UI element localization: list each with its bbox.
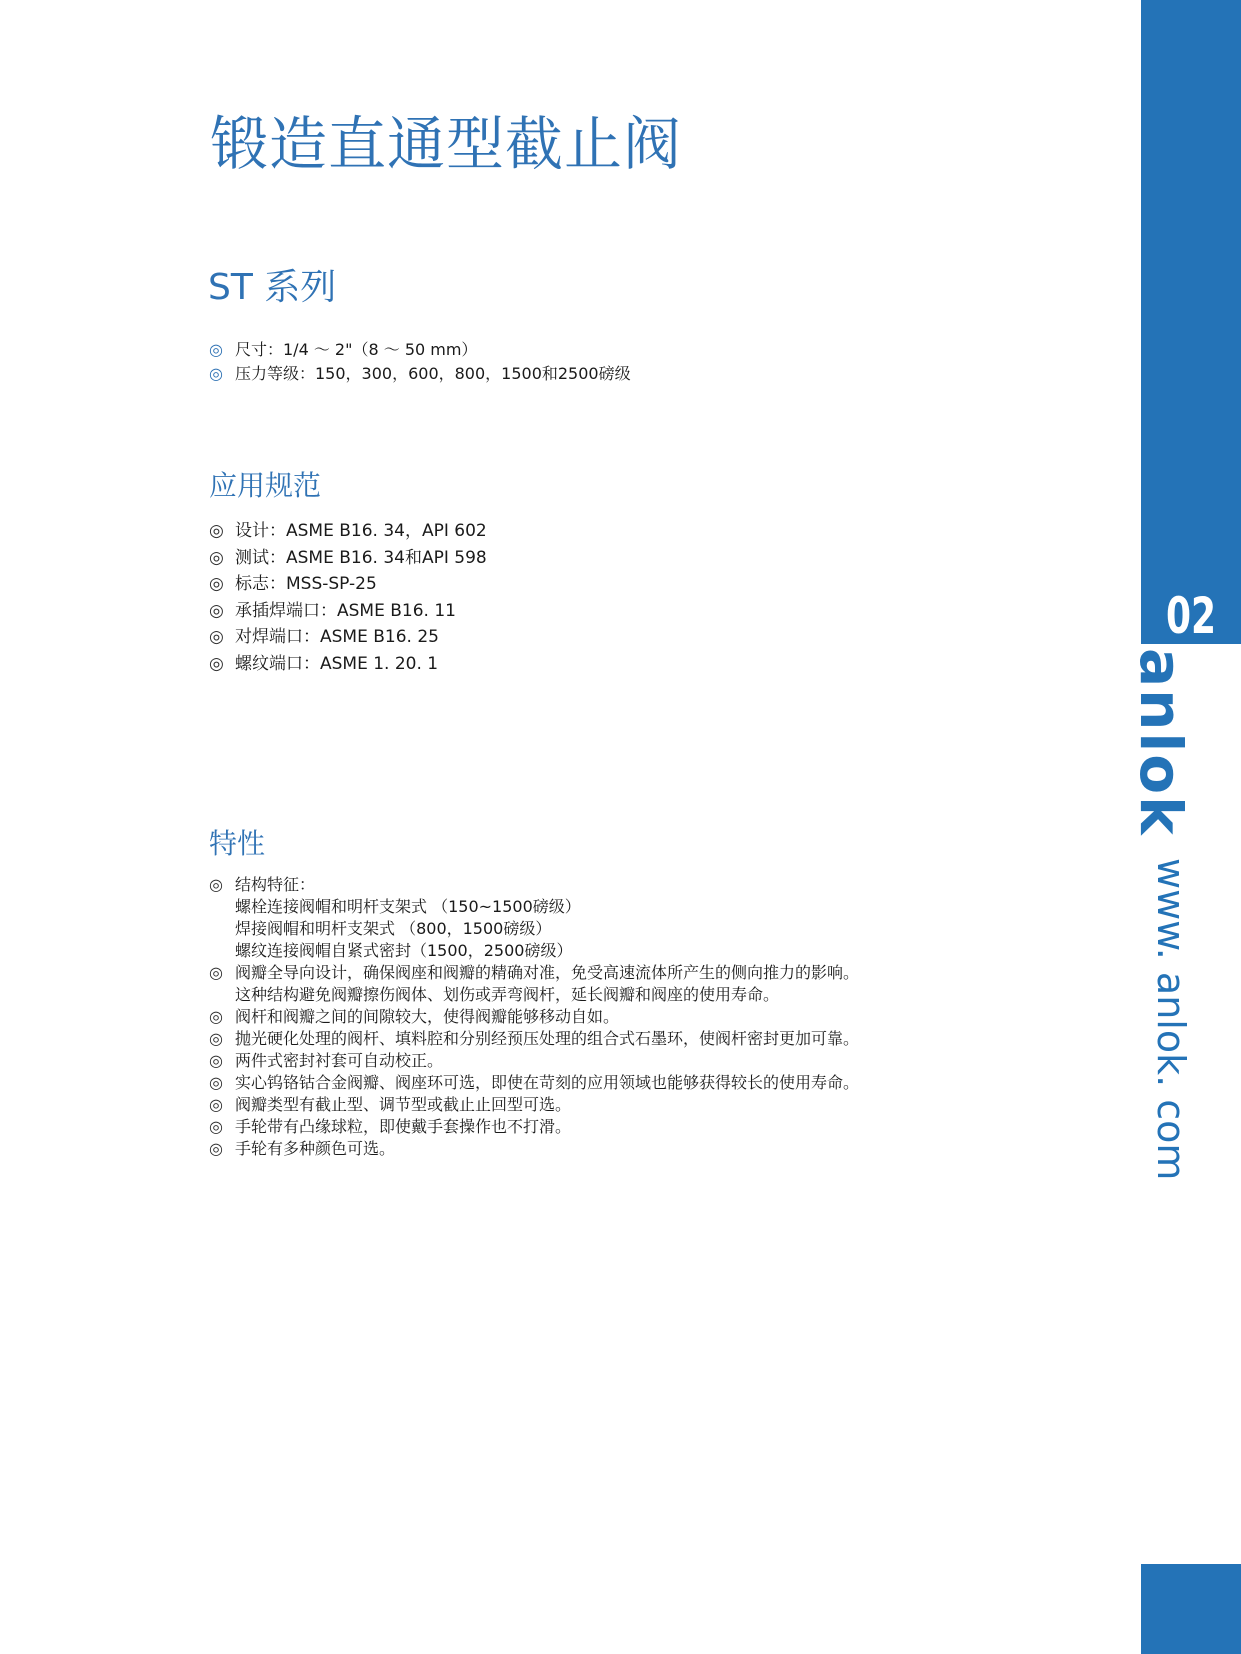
norm-item: ◎ 标志：MSS-SP-25 <box>209 571 487 598</box>
side-color-band <box>1141 0 1241 644</box>
page-section-tag: 02 <box>1165 587 1217 645</box>
spec-item: ◎ 尺寸：1/4 ～ 2"（8 ～ 50 mm） <box>209 338 631 362</box>
bullet-icon: ◎ <box>209 1117 223 1136</box>
brand-url: www. anlok. com <box>1149 858 1193 1181</box>
page-title: 锻造直通型截止阀 <box>210 110 683 178</box>
bullet-icon: ◎ <box>209 1051 223 1070</box>
features-list <box>209 874 859 1160</box>
feature-item: ◎ 两件式密封衬套可自动校正。 <box>209 1051 444 1070</box>
bullet-icon: ◎ <box>209 1139 223 1158</box>
bullet-icon: ◎ <box>209 875 223 894</box>
bullet-icon: ◎ <box>209 1007 223 1026</box>
series-title: ST 系列 <box>208 267 337 308</box>
norm-item: ◎ 螺纹端口：ASME 1. 20. 1 <box>209 651 487 678</box>
feature-subitem: 焊接阀帽和明杆支架式 （800，1500磅级） <box>235 919 552 938</box>
feature-item: ◎ 阀瓣类型有截止型、调节型或截止止回型可选。 <box>209 1095 572 1114</box>
bullet-icon: ◎ <box>209 1073 223 1092</box>
feature-subitem: 螺纹连接阀帽自紧式密封（1500，2500磅级） <box>235 941 573 960</box>
bullet-icon: ◎ <box>209 1095 223 1114</box>
feature-subitem: 这种结构避免阀瓣擦伤阀体、划伤或弄弯阀杆，延长阀瓣和阀座的使用寿命。 <box>235 985 780 1004</box>
bullet-icon: ◎ <box>209 600 224 621</box>
spec-list <box>209 338 631 386</box>
spec-item: ◎ 压力等级：150，300，600，800，1500和2500磅级 <box>209 362 631 386</box>
norm-item: ◎ 设计：ASME B16. 34，API 602 <box>209 518 487 545</box>
feature-item: ◎ 结构特征： 螺栓连接阀帽和明杆支架式 （150~1500磅级） 焊接阀帽和明杆支架式 （800，1500磅级） 螺纹连接阀帽自紧式密封（1500，2500磅级） <box>209 874 859 962</box>
norms-list <box>209 518 487 678</box>
norm-item: ◎ 承插焊端口：ASME B16. 11 <box>209 598 487 625</box>
feature-item: ◎ 手轮带有凸缘球粒，即使戴手套操作也不打滑。 <box>209 1117 572 1136</box>
feature-subitem: 螺栓连接阀帽和明杆支架式 （150~1500磅级） <box>235 897 581 916</box>
bullet-icon: ◎ <box>209 653 224 674</box>
feature-item: ◎ 抛光硬化处理的阀杆、填料腔和分别经预压处理的组合式石墨环，使阀杆密封更加可靠。 <box>209 1029 860 1048</box>
bullet-icon: ◎ <box>209 521 224 541</box>
norm-item: ◎ 对焊端口：ASME B16. 25 <box>209 624 487 651</box>
bullet-icon: ◎ <box>209 364 223 383</box>
norms-heading: 应用规范 <box>209 469 322 502</box>
feature-item: ◎ 阀杆和阀瓣之间的间隙较大，使得阀瓣能够移动自如。 <box>209 1007 620 1026</box>
bottom-color-block <box>1141 1564 1241 1654</box>
feature-item: ◎ 阀瓣全导向设计，确保阀座和阀瓣的精确对准，免受高速流体所产生的侧向推力的影响。 这种结构避免阀瓣擦伤阀体、划伤或弄弯阀杆，延长阀瓣和阀座的使用寿命。 <box>209 963 860 1004</box>
brand-logo: anlok <box>1127 648 1195 837</box>
bullet-icon: ◎ <box>209 627 224 648</box>
bullet-icon: ◎ <box>209 547 224 568</box>
feature-item: ◎ 手轮有多种颜色可选。 <box>209 1139 396 1158</box>
bullet-icon: ◎ <box>209 574 224 595</box>
bullet-icon: ◎ <box>209 1029 223 1048</box>
bullet-icon: ◎ <box>209 340 223 359</box>
features-heading: 特性 <box>209 827 266 860</box>
bullet-icon: ◎ <box>209 963 223 982</box>
norm-item: ◎ 测试：ASME B16. 34和API 598 <box>209 545 487 572</box>
feature-item: ◎ 实心钨铬钴合金阀瓣、阀座环可选，即使在苛刻的应用领域也能够获得较长的使用寿命。 <box>209 1073 860 1092</box>
